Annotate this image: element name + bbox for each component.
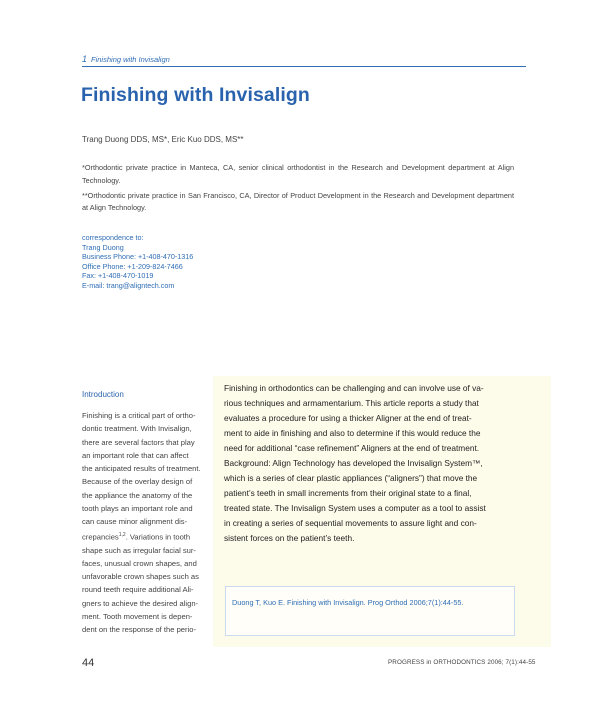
abstract-line: in creating a series of sequential movements to assure light and con- (224, 518, 477, 529)
running-head-text: Finishing with Invisalign (91, 55, 170, 64)
intro-line: can cause minor alignment dis- (82, 517, 188, 527)
running-head (82, 54, 170, 64)
intro-line: dontic treatment. With Invisalign, (82, 424, 192, 434)
intro-line: the appliance the anatomy of the (82, 490, 193, 500)
affiliations (82, 162, 514, 217)
affiliation-1: *Orthodontic private practice in Manteca, CA, senior clinical orthodontist in the Research and Development department at Align Technology. (82, 163, 514, 185)
citation-text: Duong T, Kuo E. Finishing with Invisalign. Prog Orthod 2006;7(1):44-55. (232, 598, 464, 607)
intro-line: Because of the overlay design of (82, 477, 193, 487)
intro-line: unfavorable crown shapes such as (82, 572, 199, 582)
abstract-line: evaluates a procedure for using a thicker Aligner at the end of treat- (224, 413, 472, 424)
intro-line: there are several factors that play (82, 437, 195, 447)
intro-line: gners to achieve the desired align- (82, 598, 199, 608)
business-phone: Business Phone: +1-408-470-1316 (82, 252, 194, 262)
reference-superscript[interactable]: 1,2 (118, 531, 126, 538)
correspondence-block (82, 233, 193, 291)
email-address[interactable]: E-mail: trang@aligntech.com (82, 280, 175, 290)
journal-prefix: PROGRESS (388, 659, 425, 666)
abstract-line: rious techniques and armamentarium. This article reports a study that (224, 398, 479, 409)
intro-line: ment. Tooth movement is depen- (82, 611, 193, 621)
abstract-line: sistent forces on the patient’s teeth. (224, 533, 355, 544)
intro-line: faces, unusual crown shapes, and (82, 558, 197, 568)
running-head-number: 1 (82, 54, 88, 64)
fax-number: Fax: +1-408-470-1019 (82, 271, 154, 281)
header-divider (82, 66, 526, 67)
article-title: Finishing with Invisalign (81, 84, 310, 106)
abstract-line: which is a series of clear plastic appliances (“aligners”) that move the (224, 473, 478, 484)
intro-line: round teeth require additional Ali- (82, 585, 194, 595)
intro-line: dent on the response of the perio- (82, 625, 196, 635)
intro-line: the anticipated results of treatment. (82, 464, 201, 474)
journal-in: in (426, 659, 432, 666)
page-number: 44 (82, 657, 95, 669)
journal-volume: 2006; 7(1):44-55 (487, 659, 536, 666)
correspondence-name: Trang Duong (82, 242, 124, 252)
abstract-line: ment to aide in finishing and also to determine if this would reduce the (224, 428, 481, 439)
abstract-line: need for additional “case refinement” Aligners at the end of treatment. (224, 443, 480, 454)
citation-box (225, 586, 515, 636)
intro-line-tail: . Variations in tooth (125, 532, 191, 542)
abstract-line: Finishing in orthodontics can be challenging and can involve use of va- (224, 383, 484, 393)
journal-name: ORTHODONTICS (433, 659, 486, 666)
correspondence-heading: correspondence to: (82, 233, 144, 242)
abstract-line: treated state. The Invisalign System uses a computer as a tool to assist (224, 503, 486, 514)
office-phone: Office Phone: +1-209-824-7466 (82, 261, 183, 271)
abstract-line: patient’s teeth in small increments from their original state to a final, (224, 488, 472, 499)
intro-line: shape such as irregular facial sur- (82, 545, 196, 555)
journal-reference (388, 659, 536, 666)
intro-line-text: crepancies (82, 532, 119, 542)
intro-line: tooth plays an important role and (82, 504, 193, 514)
introduction-body (82, 409, 206, 637)
intro-line: Finishing is a critical part of ortho- (82, 411, 196, 420)
abstract-body (224, 381, 544, 547)
intro-line: an important role that can affect (82, 450, 189, 460)
intro-line (82, 529, 206, 544)
introduction-heading: Introduction (82, 390, 124, 399)
author-line: Trang Duong DDS, MS*, Eric Kuo DDS, MS** (82, 135, 244, 144)
abstract-line: Background: Align Technology has developed the Invisalign System™, (224, 458, 483, 469)
affiliation-2: **Orthodontic private practice in San Francisco, CA, Director of Product Development in the Research and Development department at Align Technology. (82, 190, 514, 213)
